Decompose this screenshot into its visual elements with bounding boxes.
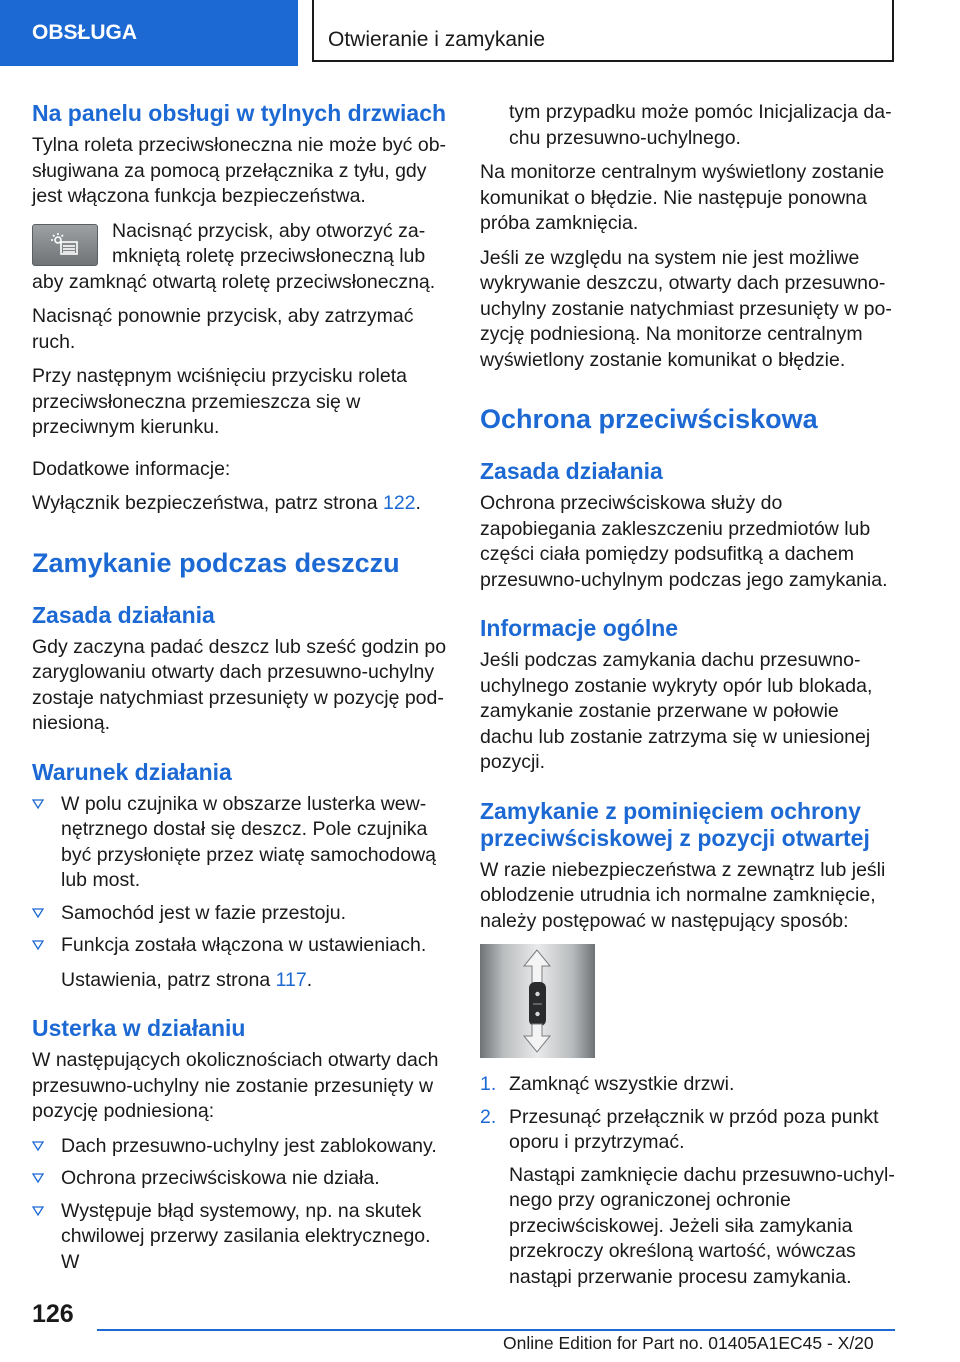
step-text: Zamknąć wszystkie drzwi. bbox=[509, 1073, 735, 1095]
right-column bbox=[480, 100, 895, 1299]
chapter-tab: Otwieranie i zamykanie bbox=[312, 0, 894, 62]
heading-rain-closing: Zamykanie podczas deszczu bbox=[32, 547, 400, 578]
heading-rear-door-panel: Na panelu obsługi w tylnych drzwiach bbox=[32, 100, 447, 126]
footer-divider bbox=[97, 1329, 895, 1331]
triangle-bullet-icon bbox=[32, 940, 44, 950]
list-item-text: Funkcja została włączona w ustawieniach. bbox=[61, 934, 427, 956]
paragraph-press-again: Nacisnąć ponownie przycisk, aby zatrzymać ruch. bbox=[32, 305, 414, 353]
paragraph-general: Jeśli podczas zamykania dachu przesuwno-uchylnego zostanie wykryty opór lub blokada, zamykanie zostanie przerwane w połowie dachu lub zostanie zatrzyma się w uniesionej pozycji. bbox=[480, 649, 873, 773]
triangle-bullet-icon bbox=[32, 1173, 44, 1183]
sunblind-button-icon bbox=[32, 224, 98, 266]
button-instruction bbox=[32, 219, 450, 296]
list-item-text: Dach przesuwno-uchylny jest zablokowany. bbox=[61, 1134, 437, 1157]
list-item bbox=[480, 1105, 895, 1156]
page-link-122[interactable]: 122 bbox=[382, 492, 416, 514]
paragraph-step-note: Nastąpi zamknięcie dachu przesuwno-uchylnego przy ograniczonej ochronie przeciwściskowej. Jeżeli siła zamykania przekroczy określoną wartość, wówczas nastąpi przerwanie procesu zamykania. bbox=[509, 1163, 895, 1288]
paragraph-continued: tym przypadku może pomóc Inicjalizacja dachu przesuwno-uchylnego. bbox=[509, 101, 892, 149]
list-item-text: Ochrona przeciwściskowa nie działa. bbox=[61, 1167, 380, 1189]
list-item bbox=[32, 1199, 450, 1276]
heading-principle-rain: Zasada działania bbox=[32, 601, 215, 628]
list-item-text: Samochód jest w fazie przestoju. bbox=[61, 901, 347, 924]
list-item-text: Występuje błąd systemowy, np. na skutek chwilowej przerwy zasilania elektrycznego. W bbox=[61, 1199, 431, 1273]
section-tab: OBSŁUGA bbox=[0, 0, 298, 66]
heading-condition: Warunek działania bbox=[32, 758, 232, 785]
fault-list bbox=[32, 1134, 450, 1276]
heading-override-closing: Zamykanie z pominięciem ochrony przeciwściskowej z pozycji otwartej bbox=[480, 797, 870, 851]
edition-note: Online Edition for Part no. 01405A1EC45 - X/20 bbox=[503, 1333, 874, 1353]
heading-general-info: Informacje ogólne bbox=[480, 615, 679, 641]
step-number: 1. bbox=[480, 1073, 497, 1095]
paragraph-fault: W następujących okolicznościach otwarty dach przesuwno-uchylny nie zostanie przesunięty w pozycję podniesioną: bbox=[32, 1049, 439, 1122]
condition-list bbox=[32, 792, 450, 959]
safety-switch-text: Wyłącznik bezpieczeństwa, patrz strona bbox=[32, 492, 383, 514]
triangle-bullet-icon bbox=[32, 1141, 44, 1151]
list-item bbox=[480, 1072, 895, 1098]
step-number: 2. bbox=[480, 1105, 497, 1128]
paragraph-rear-blind: Tylna roleta przeciwsłoneczna nie może być obsługiwana za pomocą przełącznika z tyłu, gdy jest włączona funkcja bezpieczeństwa. bbox=[32, 134, 447, 207]
list-item bbox=[32, 1134, 450, 1160]
heading-pinch-protection: Ochrona przeciwściskowa bbox=[480, 404, 818, 434]
list-item bbox=[32, 933, 450, 959]
period: . bbox=[415, 492, 421, 514]
triangle-bullet-icon bbox=[32, 908, 44, 918]
paragraph-system-rain: Jeśli ze względu na system nie jest możliwe wykrywanie deszczu, otwarty dach przesuwno-uchylny zostanie natychmiast przesunięty w pozycję podniesioną. Na monitorze centralnym wyświetlony zostanie komunikat o błędzie. bbox=[480, 246, 892, 371]
paragraph-settings-ref bbox=[32, 968, 450, 994]
heading-fault: Usterka w działaniu bbox=[32, 1015, 246, 1041]
paragraph-monitor-message: Na monitorze centralnym wyświetlony zostanie komunikat o błędzie. Nie następuje ponowna próba zamknięcia. bbox=[480, 161, 885, 234]
paragraph-principle-rain: Gdy zaczyna padać deszcz lub sześć godzin po zaryglowaniu otwarty dach przesuwno-uchylny zostaje natychmiast przesunięty w pozycję podniesioną. bbox=[32, 635, 447, 734]
paragraph-more-info: Dodatkowe informacje: bbox=[32, 457, 231, 480]
paragraph-pinch: Ochrona przeciwściskowa służy do zapobiegania zakleszczeniu przedmiotów lub części ciała pomiędzy podsufitką a dachem przesuwno-uchylnym podczas jego zamykania. bbox=[480, 492, 888, 591]
triangle-bullet-icon bbox=[32, 1206, 44, 1216]
period: . bbox=[306, 968, 313, 991]
triangle-bullet-icon bbox=[32, 799, 44, 809]
left-column bbox=[32, 100, 450, 1284]
steps-list bbox=[480, 1072, 895, 1156]
roof-switch-image bbox=[480, 944, 595, 1058]
step-text: Przesunąć przełącznik w przód poza punkt oporu i przytrzymać. bbox=[509, 1105, 879, 1153]
heading-principle-pinch: Zasada działania bbox=[480, 458, 663, 484]
list-item bbox=[32, 792, 450, 894]
page-header bbox=[0, 0, 960, 66]
paragraph-press-button: Nacisnąć przycisk, aby otworzyć zamkniętą roletę przeciwsłoneczną lub aby zamknąć otwartą roletę przeciwsłoneczną. bbox=[32, 219, 436, 293]
list-item bbox=[32, 1166, 450, 1192]
settings-text: Ustawienia, patrz strona bbox=[61, 968, 276, 991]
paragraph-next-press: Przy następnym wciśnięciu przycisku roleta przeciwsłoneczna przemieszcza się w przeciwnym kierunku. bbox=[32, 365, 407, 438]
list-item bbox=[32, 901, 450, 927]
paragraph-override: W razie niebezpieczeństwa z zewnątrz lub jeśli oblodzenie utrudnia ich normalne zamknięcie, należy postępować w następujący sposób: bbox=[480, 858, 886, 932]
paragraph-safety-switch bbox=[32, 491, 450, 517]
page-link-117[interactable]: 117 bbox=[275, 968, 307, 991]
page-number: 126 bbox=[32, 1300, 74, 1328]
list-item-text: W polu czujnika w obszarze lusterka wewnętrznego dostał się deszcz. Pole czujnika być przysłonięte przez wiatę samochodową lub most. bbox=[61, 792, 437, 891]
